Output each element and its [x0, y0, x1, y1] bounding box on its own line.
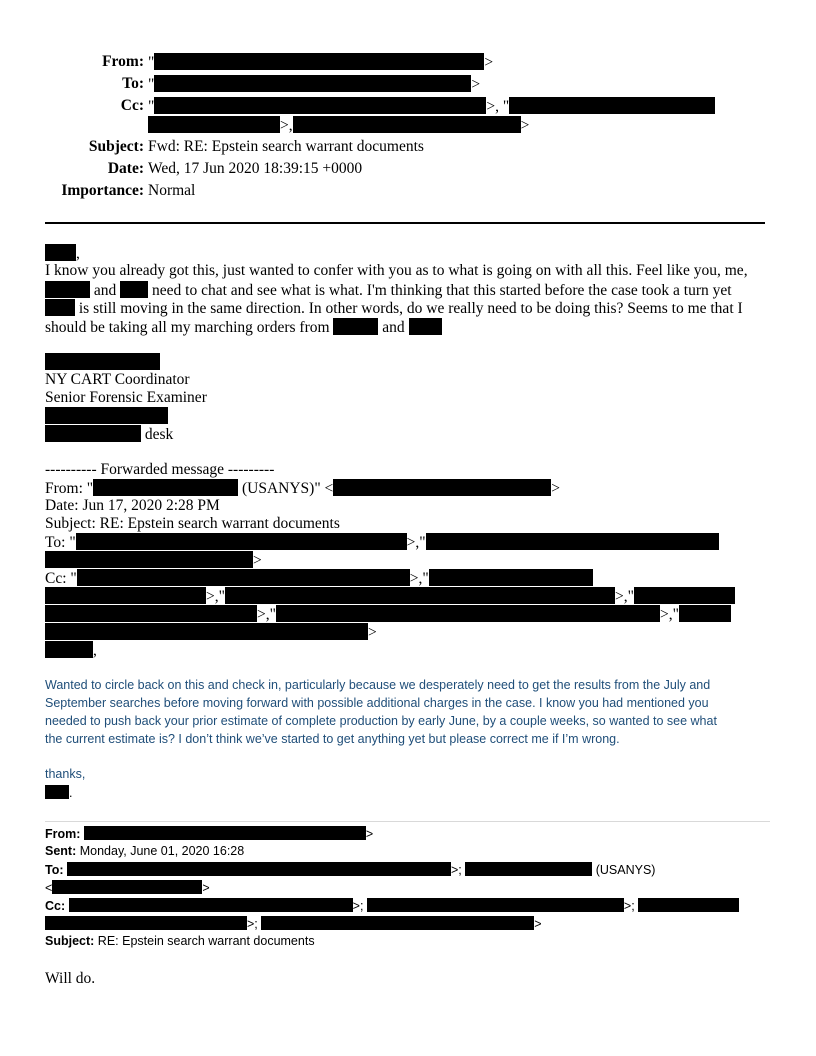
redaction: [634, 587, 735, 604]
redaction: [45, 425, 141, 442]
redaction: [45, 407, 168, 424]
fwd-cc-label: Cc:: [45, 570, 67, 587]
cc-label: Cc:: [120, 97, 144, 114]
message-line-2: September searches before moving forward with possible additional charges in the case. I know you had mentioned you: [45, 696, 709, 710]
cc-value: " >, ": [148, 97, 715, 116]
redaction: [225, 587, 615, 604]
forwarded-cc: Cc: " >,": [45, 569, 593, 588]
header-subject-row: [0, 138, 816, 158]
forwarded-date: Date: Jun 17, 2020 2:28 PM: [45, 497, 220, 514]
redaction: [261, 916, 534, 930]
redaction: [45, 916, 247, 930]
date-label: Date:: [107, 160, 144, 177]
redaction: [367, 898, 624, 912]
quoted-to-cont: < >: [45, 881, 210, 895]
body-line-1: I know you already got this, just wanted to confer with you as to what is going on with all this. Feel like you, me,: [45, 262, 748, 279]
importance-value: Normal: [148, 182, 196, 199]
signature-name: [45, 353, 160, 372]
header-date-row: [0, 160, 816, 180]
forwarded-from: From: " (USANYS)" < >: [45, 480, 561, 497]
quoted-sent-value: Monday, June 01, 2020 16:28: [79, 844, 245, 858]
redaction: [76, 533, 407, 550]
redaction: [45, 587, 206, 604]
subject-value: Fwd: RE: Epstein search warrant documents: [148, 138, 424, 155]
redaction: [154, 97, 486, 114]
from-value: " >: [148, 54, 494, 71]
message-thanks: thanks,: [45, 767, 86, 781]
redaction: [45, 551, 253, 568]
quoted-divider: [45, 821, 770, 822]
message-signoff: .: [45, 785, 72, 800]
body-text: is still moving in the same direction. In other words, do we really need to be doing this? Seems to me that I: [78, 300, 743, 317]
message-line-1: Wanted to circle back on this and check in, particularly because we desperately need to get the results from the July and: [45, 678, 711, 692]
redaction: [45, 785, 69, 799]
date-value: Wed, 17 Jun 2020 18:39:15 +0000: [148, 160, 363, 177]
header-importance-row: [0, 182, 816, 202]
quoted-subject-label: Subject:: [45, 934, 95, 948]
quoted-cc-cont: >; >: [45, 916, 542, 931]
quoted-sent: [45, 844, 244, 858]
forwarded-salutation: ,: [45, 641, 97, 660]
quoted-sent-label: Sent:: [45, 844, 77, 858]
redaction: [293, 116, 521, 133]
forwarded-cc-cont-2: >," >,": [45, 605, 731, 624]
redaction: [154, 53, 484, 70]
redaction: [638, 898, 739, 912]
desk-label: desk: [144, 426, 174, 443]
redaction: [426, 533, 719, 550]
signature-title-2: Senior Forensic Examiner: [45, 389, 207, 406]
to-label: To:: [122, 75, 144, 92]
quoted-subject-value: RE: Epstein search warrant documents: [97, 934, 315, 948]
body-text: should be taking all my marching orders from: [45, 319, 330, 336]
redaction: [148, 116, 280, 133]
from-label: From:: [102, 53, 144, 70]
message-line-3: needed to push back your prior estimate of complete production by early June, by a couple weeks, so wanted to see what: [45, 714, 717, 728]
forwarded-divider: ---------- Forwarded message ---------: [45, 461, 275, 478]
body-line-4: [45, 318, 442, 337]
body-text: need to chat and see what is what. I'm thinking that this started before the case took a turn yet: [152, 282, 732, 299]
signature-phone: [45, 425, 173, 444]
redaction: [154, 75, 471, 92]
redaction: [67, 862, 451, 876]
forwarded-subject: Subject: RE: Epstein search warrant documents: [45, 515, 340, 532]
forwarded-cc-cont-1: >," >,": [45, 587, 735, 606]
redaction: [465, 862, 592, 876]
redaction: [52, 880, 202, 894]
importance-label: Importance:: [61, 182, 144, 199]
body-and: and: [93, 282, 117, 299]
redaction: [45, 353, 160, 370]
quoted-from: From: >: [45, 827, 374, 841]
redaction: [45, 244, 76, 261]
forwarded-cc-cont-3: >: [45, 623, 377, 642]
message-line-4: the current estimate is? I don’t think we’ve started to get anything yet but please correct me if I’m wrong.: [45, 732, 620, 746]
redaction: [679, 605, 731, 622]
quoted-to-label: To:: [45, 863, 64, 877]
redaction: [45, 623, 368, 640]
reply-text: Will do.: [45, 970, 96, 987]
salutation: ,: [45, 244, 80, 263]
redaction: [409, 318, 442, 335]
redaction: [429, 569, 593, 586]
redaction: [276, 605, 660, 622]
redaction: [333, 318, 378, 335]
quoted-to-org: (USANYS): [595, 863, 656, 877]
subject-label: Subject:: [88, 138, 144, 155]
to-value: " >: [148, 76, 481, 93]
redaction: [45, 299, 75, 316]
forwarded-to-cont: >: [45, 551, 262, 570]
fwd-from-label: From:: [45, 480, 83, 497]
body-line-3: [45, 299, 743, 318]
quoted-to: To: >; (USANYS): [45, 863, 656, 877]
quoted-subject: [45, 934, 315, 948]
redaction: [45, 281, 90, 298]
signature-title-1: NY CART Coordinator: [45, 371, 190, 388]
header-cc-row: [0, 97, 816, 117]
redaction: [69, 898, 353, 912]
forwarded-to: To: " >,": [45, 533, 719, 552]
body-and: and: [382, 319, 405, 336]
quoted-from-label: From:: [45, 827, 81, 841]
fwd-to-label: To:: [45, 534, 66, 551]
body-line-2: [45, 281, 732, 300]
quoted-cc: Cc: >; >;: [45, 898, 739, 913]
redaction: [45, 641, 93, 658]
cc-value-cont: >, >: [148, 116, 529, 135]
redaction: [509, 97, 715, 114]
signature-line-3: [45, 407, 168, 426]
redaction: [333, 479, 551, 496]
fwd-from-org: (USANYS): [241, 480, 315, 497]
header-from-row: [0, 53, 816, 73]
quoted-cc-label: Cc:: [45, 899, 66, 913]
redaction: [77, 569, 410, 586]
redaction: [45, 605, 257, 622]
header-divider: [45, 222, 765, 224]
header-to-row: [0, 75, 816, 95]
redaction: [120, 281, 148, 298]
redaction: [93, 479, 238, 496]
redaction: [84, 826, 366, 840]
